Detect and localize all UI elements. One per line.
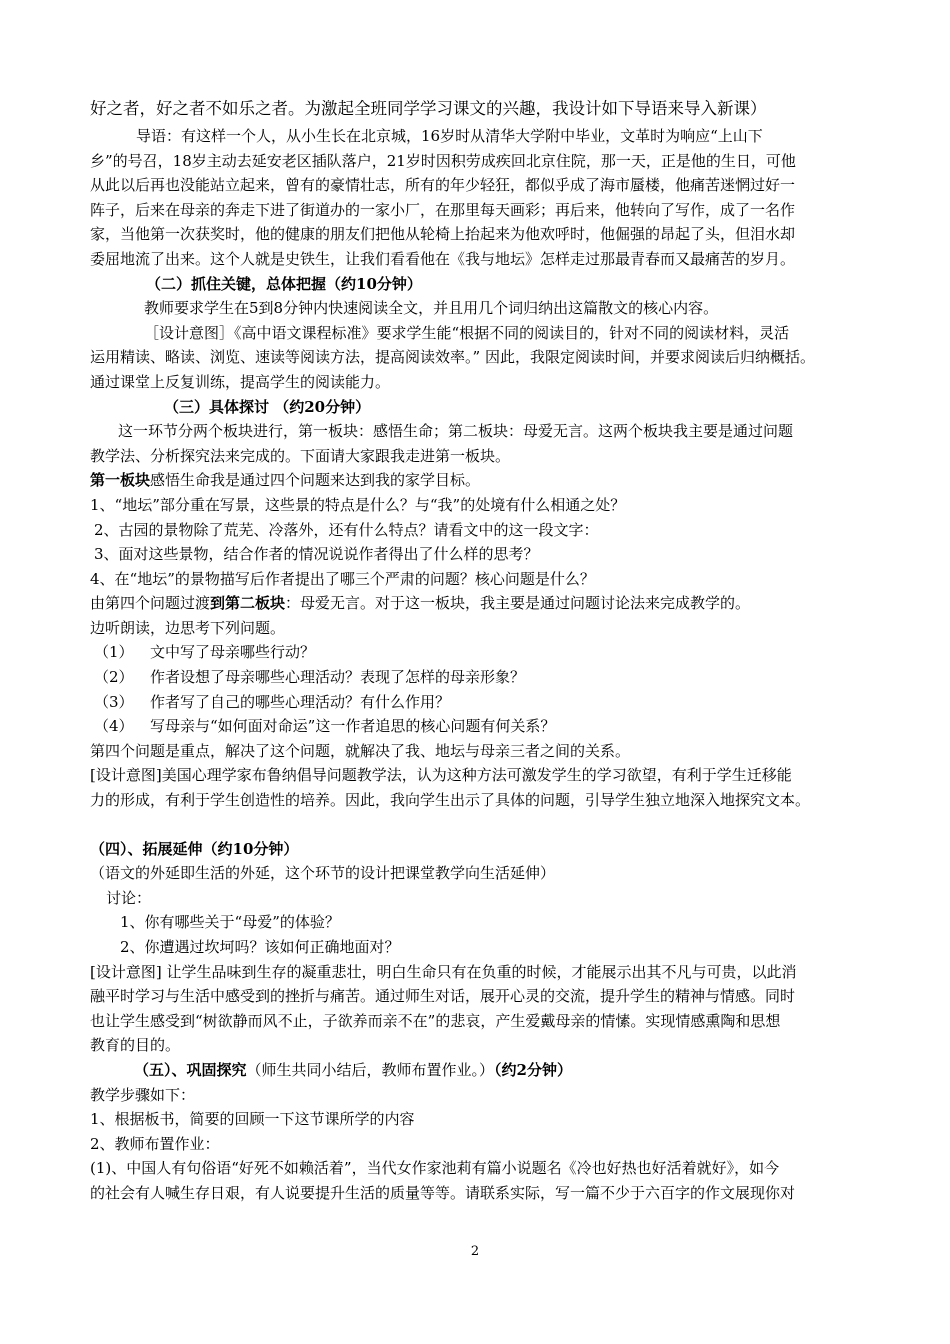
section-2-design-line-3: 通过课堂上反复训练，提高学生的阅读能力。: [90, 372, 391, 391]
guide-line-1: 导语：有这样一个人，从小生长在北京城，16岁时从清华大学附中毕业，文革时为响应“上山下: [136, 127, 763, 145]
section-2-heading: （二）抓住关键，总体把握（约10分钟）: [146, 274, 422, 293]
block-2-transition: [90, 591, 880, 616]
section-3-intro-line-2: 教学法、分析探究法来完成的。下面请大家跟我走进第一板块。: [90, 446, 511, 465]
question-number: （4）: [94, 717, 134, 736]
question-text: 写母亲与“如何面对命运”这一作者追思的核心问题有何关系？: [150, 717, 556, 736]
guide-line-6: 委屈地流了出来。这个人就是史铁生，让我们看看他在《我与地坛》怎样走过那最青春而又最痛苦的岁月。: [90, 249, 796, 268]
section-4-design-line-3: 也让学生感受到“树欲静而风不止，子欲养而亲不在”的悲哀，产生爱戴母亲的情愫。实现情感熏陶和思想: [90, 1011, 781, 1030]
key-point: 第四个问题是重点，解决了这个问题，就解决了我、地坛与母亲三者之间的关系。: [90, 741, 631, 760]
question-number: （2）: [94, 668, 134, 687]
block-2-question-1: [90, 640, 880, 665]
section-3-design-line-2: 力的形成，有利于学生创造性的培养。因此，我向学生出示了具体的问题，引导学生独立地深入地探究文本。: [90, 791, 811, 810]
section-3-heading: （三）具体探讨 （约20分钟）: [164, 397, 371, 416]
block-1-question-2: 2、古园的景物除了荒芜、冷落外，还有什么特点？请看文中的这一段文字：: [94, 520, 599, 539]
step-2: 2、教师布置作业：: [90, 1134, 220, 1153]
block-1-question-4: 4、在“地坛”的景物描写后作者提出了哪三个严肃的问题？核心问题是什么？: [90, 569, 595, 588]
guide-line-4: 阵子，后来在母亲的奔走下进了街道办的一家小厂，在那里每天画彩；再后来，他转向了写作，成了一名作: [90, 200, 796, 219]
section-5-time: （约2分钟）: [494, 1060, 572, 1079]
homework-line-2: 的社会有人喊生存日艰，有人说要提升生活的质量等等。请联系实际，写一篇不少于六百字的作文展现你对: [90, 1183, 796, 1202]
intro-tail: 好之者，好之者不如乐之者。为激起全班同学学习课文的兴趣，我设计如下导语来导入新课）: [90, 99, 767, 118]
guide-line-3: 从此以后再也没能站立起来，曾有的豪情壮志，所有的年少轻狂，都似乎成了海市蜃楼，他痛苦迷惘过好一: [90, 176, 796, 195]
step-1: 1、根据板书，简要的回顾一下这节课所学的内容: [90, 1110, 415, 1129]
transition-bold: 到第二板块: [210, 594, 286, 613]
section-3-design-line-1: [设计意图]美国心理学家布鲁纳倡导问题教学法，认为这种方法可激发学生的学习欲望，有利于学生迁移能: [90, 766, 792, 785]
section-4-design-line-2: 融平时学习与生活中感受到的挫折与痛苦。通过师生对话，展开心灵的交流，提升学生的精神与情感。同时: [90, 987, 796, 1006]
section-5-note: （师生共同小结后，教师布置作业。）: [246, 1060, 495, 1079]
guide-line-5: 家，当他第一次获奖时，他的健康的朋友们把他从轮椅上抬起来为他欢呼时，他倔强的昂起了头，但泪水却: [90, 225, 796, 244]
section-4-discuss: 讨论：: [106, 888, 152, 907]
section-4-question-2: 2、你遭遇过坎坷吗？该如何正确地面对？: [120, 938, 400, 956]
transition-pre: 由第四个问题过渡: [90, 594, 211, 613]
steps-intro: 教学步骤如下：: [90, 1085, 196, 1104]
section-4-design-line-4: 教育的目的。: [90, 1036, 181, 1055]
question-number: （1）: [94, 643, 134, 662]
block-1-question-3: 3、面对这些景物，结合作者的情况说说作者得出了什么样的思考？: [94, 545, 539, 564]
block-2-question-3: [90, 690, 880, 715]
blank-line: [90, 813, 880, 837]
block-1-label: 第一板块: [90, 471, 151, 490]
section-5-title: （五）、巩固探究: [134, 1060, 247, 1079]
section-2-design-line-2: 运用精读、略读、浏览、速读等阅读方法，提高阅读效率。” 因此，我限定阅读时间，并要求阅读后归纳概括。: [90, 348, 815, 367]
section-4-note: （语文的外延即生活的外延，这个环节的设计把课堂教学向生活延伸）: [90, 864, 556, 883]
document-page: [90, 96, 880, 1206]
guide-line-2: 乡”的号召，18岁主动去延安老区插队落户，21岁时因积劳成疾回北京住院，那一天，正是他的生日，可他: [90, 151, 796, 170]
question-text: 作者写了自己的哪些心理活动？有什么作用？: [150, 692, 451, 711]
block-1-question-1: 1、“地坛”部分重在写景，这些景的特点是什么？与“我”的处境有什么相通之处？: [90, 495, 626, 514]
question-number: （3）: [94, 692, 134, 711]
homework-line-1: (1)、中国人有句俗语“好死不如赖活着”，当代女作家池莉有篇小说题名《冷也好热也好活着就好》，如今: [90, 1159, 780, 1178]
block-2-question-2: [90, 665, 880, 690]
section-3-intro-line-1: 这一环节分两个板块进行，第一板块：感悟生命；第二板块：母爱无言。这两个板块我主要是通过问题: [118, 422, 794, 441]
section-4-design-line-1: [设计意图] 让学生品味到生存的凝重悲壮，明白生命只有在负重的时候，才能展示出其不凡与可贵，以此消: [90, 962, 797, 981]
block-1-intro: [90, 468, 880, 493]
question-text: 作者设想了母亲哪些心理活动？表现了怎样的母亲形象？: [150, 668, 526, 687]
section-5-heading: [90, 1058, 880, 1083]
block-1-text: 感悟生命我是通过四个问题来达到我的家学目标。: [150, 471, 481, 490]
transition-post: ：母爱无言。对于这一板块，我主要是通过问题讨论法来完成教学的。: [285, 594, 751, 613]
block-2-question-4: [90, 714, 880, 739]
section-4-question-1: 1、你有哪些关于“母爱”的体验？: [120, 913, 340, 932]
section-4-heading: （四）、拓展延伸（约10分钟）: [90, 839, 299, 858]
page-number: 2: [470, 1244, 480, 1259]
question-text: 文中写了母亲哪些行动？: [150, 643, 316, 662]
section-2-design-line-1: ［设计意图］《高中语文课程标准》要求学生能“根据不同的阅读目的，针对不同的阅读材料，灵活: [144, 323, 790, 342]
listen-instruction: 边听朗读，边思考下列问题。: [90, 618, 286, 637]
section-2-task: 教师要求学生在5到8分钟内快速阅读全文，并且用几个词归纳出这篇散文的核心内容。: [144, 299, 719, 318]
